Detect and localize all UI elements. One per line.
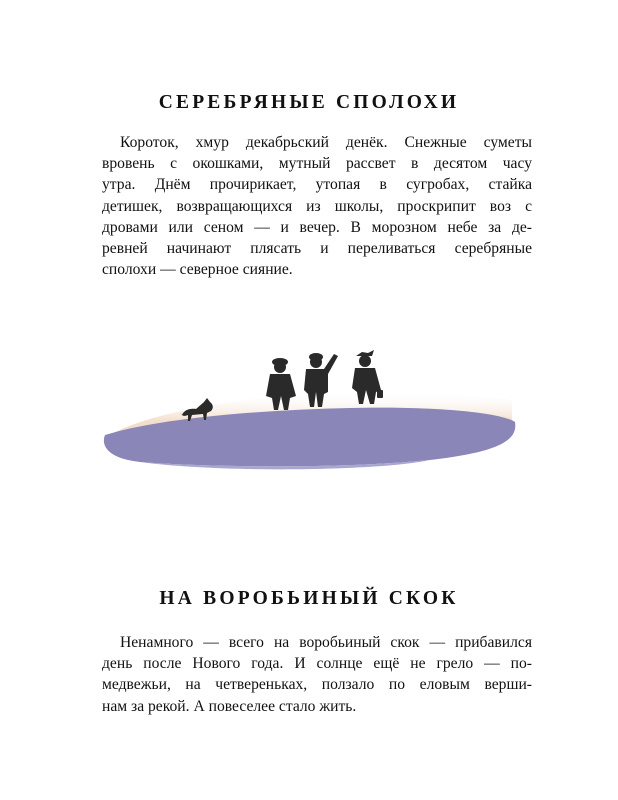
text-line: детишек, возвращающихся из школы, проскрипит воз с bbox=[102, 197, 532, 215]
text-line: дровами или сеном — и вечер. В морозном небе за де- bbox=[102, 218, 532, 236]
text-line: вровень с окошками, мутный рассвет в десятом часу bbox=[102, 155, 532, 173]
text-line: день после Нового года. И солнце ещё не грело — по- bbox=[102, 655, 532, 673]
text-line: ревней начинают плясать и переливаться серебряные bbox=[102, 240, 532, 258]
text-line: нам за рекой. А повеселее стало жить. bbox=[102, 697, 357, 715]
text-line: медвежьи, на четвереньках, ползало по еловым верши- bbox=[102, 676, 532, 694]
text-line: Ненамного — всего на воробьиный скок — прибавился bbox=[120, 634, 532, 651]
winter-illustration bbox=[100, 340, 520, 480]
section-text-sparrow-hop bbox=[102, 632, 532, 717]
text-line: Короток, хмур декабрьский денёк. Снежные суметы bbox=[120, 134, 532, 151]
section-text-silver-aurora bbox=[102, 132, 532, 280]
text-line: сполохи — северное сияние. bbox=[102, 261, 293, 279]
text-line: утра. Днём прочирикает, утопая в сугробах, стайка bbox=[102, 176, 532, 194]
section-title-sparrow-hop: НА ВОРОБЬИНЫЙ СКОК bbox=[159, 588, 459, 609]
section-title-silver-aurora: СЕРЕБРЯНЫЕ СПОЛОХИ bbox=[158, 92, 460, 113]
